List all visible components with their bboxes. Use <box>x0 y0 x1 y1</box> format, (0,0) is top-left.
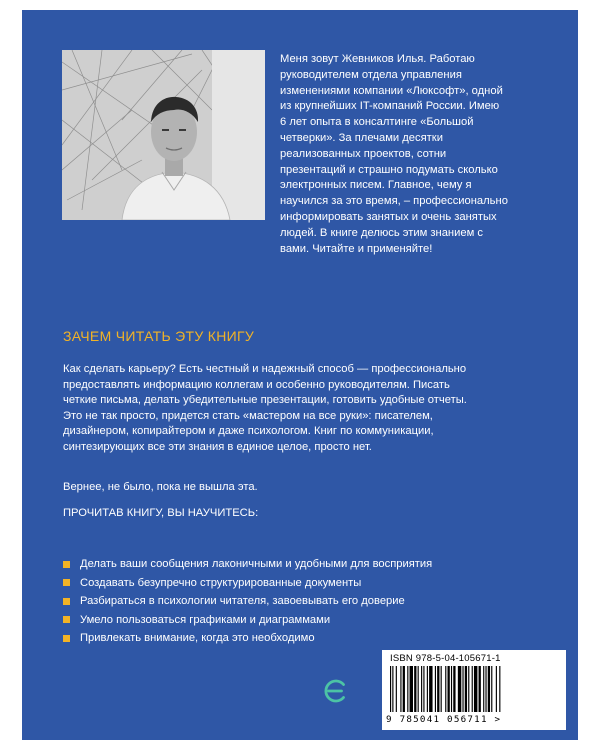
barcode-bar <box>418 666 419 712</box>
barcode-bar <box>435 666 436 712</box>
bullet-square-icon <box>63 635 70 642</box>
book-back-cover <box>22 10 578 740</box>
intro-line: Это не так просто, придется стать «мастером на все руки»: писателем, <box>63 409 433 422</box>
barcode-bar <box>462 666 463 712</box>
eksmo-e-logo-icon <box>322 678 348 704</box>
bullet-square-icon <box>63 579 70 586</box>
barcode-bar <box>390 666 391 712</box>
barcode-bar <box>453 666 455 712</box>
bio-line: научился за это время, – профессионально <box>280 195 508 208</box>
list-item <box>63 611 543 629</box>
bio-line: изменениями компании «Люксофт», одной <box>280 84 503 97</box>
list-item-label: Разбираться в психологии читателя, завоевывать его доверие <box>80 595 405 607</box>
bio-line: 6 лет опыта в консалтинге «Большой <box>280 116 474 129</box>
list-item-label: Создавать безупречно структурированные документы <box>80 576 362 589</box>
barcode-bar <box>472 666 473 712</box>
bio-line: руководителем отдела управления <box>280 68 462 81</box>
author-photo <box>62 50 265 220</box>
barcode-bar <box>437 666 439 712</box>
intro-line: предоставлять информацию коллегам и особенно руководителям. Писать <box>63 378 450 391</box>
list-item-label: Умело пользоваться графиками и диаграммами <box>80 613 331 626</box>
barcode-bar <box>485 666 486 712</box>
bio-line: людей. В книге делюсь этим знанием с <box>280 226 483 239</box>
barcode-bar <box>441 666 442 712</box>
bio-line: презентаций и страшно подумать сколько <box>280 163 498 176</box>
barcode-bar <box>429 666 432 712</box>
bio-line: информировать занятых и очень занятых <box>280 210 497 223</box>
barcode-bar <box>465 666 467 712</box>
bio-line: электронных писем. Главное, чему я <box>280 179 472 192</box>
bio-line: вами. Читайте и применяйте! <box>280 242 433 255</box>
barcode-bar <box>458 666 461 712</box>
after-paragraph: Вернее, не было, пока не вышла эта. <box>63 481 258 493</box>
bullet-square-icon <box>63 561 70 568</box>
barcode-bar <box>445 666 446 712</box>
bio-line: Меня зовут Жевников Илья. Работаю <box>280 53 475 65</box>
isbn-barcode <box>382 650 566 730</box>
list-item-label: Привлекать внимание, когда это необходимо <box>80 632 315 644</box>
list-item <box>63 574 543 592</box>
barcode-bar <box>400 666 401 712</box>
bio-line: реализованных проектов, сотни <box>280 147 447 160</box>
intro-paragraph <box>63 362 543 456</box>
list-item-label: Делать ваши сообщения лаконичными и удобными для восприятия <box>80 558 433 570</box>
barcode-bar <box>414 666 416 712</box>
barcode-bar <box>407 666 408 712</box>
bio-line: четверки». За плечами десятки <box>280 131 443 144</box>
section-title: ЗАЧЕМ ЧИТАТЬ ЭТУ КНИГУ <box>63 328 255 344</box>
intro-line: синтезирующих все эти знания в единое целое, просто нет. <box>63 440 372 453</box>
barcode-bar <box>479 666 481 712</box>
intro-line: Как сделать карьеру? Есть честный и надежный способ — профессионально <box>63 363 467 375</box>
skills-list <box>63 555 543 648</box>
bullet-square-icon <box>63 598 70 605</box>
intro-line: четкие письма, делать убедительные презентации, готовить удобные отчеты. <box>63 394 467 407</box>
barcode-bar <box>427 666 428 712</box>
barcode-bar <box>448 666 450 712</box>
intro-line: дизайнером, копирайтером и даже психологом. Книг по коммуникации, <box>63 425 434 438</box>
barcode-bar <box>483 666 484 712</box>
bio-line: из крупнейших IT-компаний России. Имею <box>280 100 500 113</box>
barcode-bar <box>499 666 500 712</box>
barcode-bar <box>496 666 497 712</box>
author-bio <box>280 52 542 257</box>
barcode-bar <box>396 666 397 712</box>
barcode-bar <box>451 666 452 712</box>
barcode-bar <box>488 666 490 712</box>
barcode-bar <box>474 666 477 712</box>
list-item <box>63 629 543 647</box>
barcode-bar <box>491 666 492 712</box>
bullet-square-icon <box>63 616 70 623</box>
barcode-bar <box>421 666 422 712</box>
learn-title: ПРОЧИТАВ КНИГУ, ВЫ НАУЧИТЕСЬ: <box>63 507 259 519</box>
list-item <box>63 555 543 573</box>
barcode-bar <box>403 666 405 712</box>
barcode-bar <box>468 666 469 712</box>
barcode-digits: 9 785041 056711 > <box>386 714 502 725</box>
barcode-bar <box>392 666 393 712</box>
barcode-bars <box>390 666 558 712</box>
barcode-bar <box>410 666 413 712</box>
isbn-text: ISBN 978-5-04-105671-1 <box>390 653 501 664</box>
barcode-bar <box>423 666 424 712</box>
list-item <box>63 592 543 610</box>
